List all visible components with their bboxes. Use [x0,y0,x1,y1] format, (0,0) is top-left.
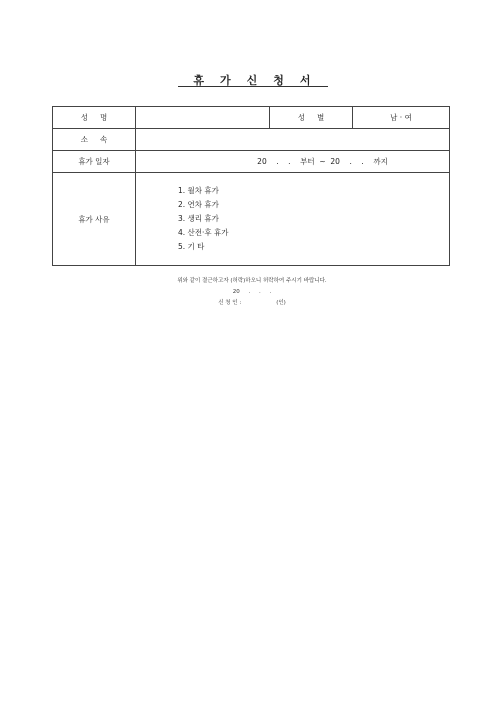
form-title: 휴가신청서 [193,74,327,87]
reason-field[interactable] [136,173,450,266]
reason-item-5: 5. 기 타 [178,242,205,251]
reason-label: 휴가 사유 [53,173,136,266]
name-field[interactable] [136,107,270,129]
title-underline [178,86,328,87]
reason-item-2: 2. 연차 휴가 [178,200,219,209]
reason-item-4: 4. 산전·후 휴가 [178,228,229,237]
date-field[interactable]: 20 . . 부터 ~ 20 . . 까지 [136,151,450,173]
reason-item-1: 1. 월차 휴가 [178,186,219,195]
row-reason [53,173,450,266]
applicant-signature: 신 청 인 : (인) [218,300,286,306]
row-department [53,129,450,151]
name-label: 성명 [53,107,136,129]
dept-label: 소속 [53,129,136,151]
row-name-gender [53,107,450,129]
footer-statement [0,276,504,309]
request-statement: 위와 같이 결근하고자 (허락)하오니 허락하여 주시기 바랍니다. [177,278,327,284]
leave-request-table [52,106,450,266]
gender-value[interactable]: 남 · 여 [353,107,450,129]
reason-item-3: 3. 생리 휴가 [178,214,219,223]
date-label: 휴가 일자 [53,151,136,173]
dept-field[interactable] [136,129,450,151]
date-line: 20 . . . [232,289,272,295]
row-dates [53,151,450,173]
gender-label: 성별 [270,107,353,129]
